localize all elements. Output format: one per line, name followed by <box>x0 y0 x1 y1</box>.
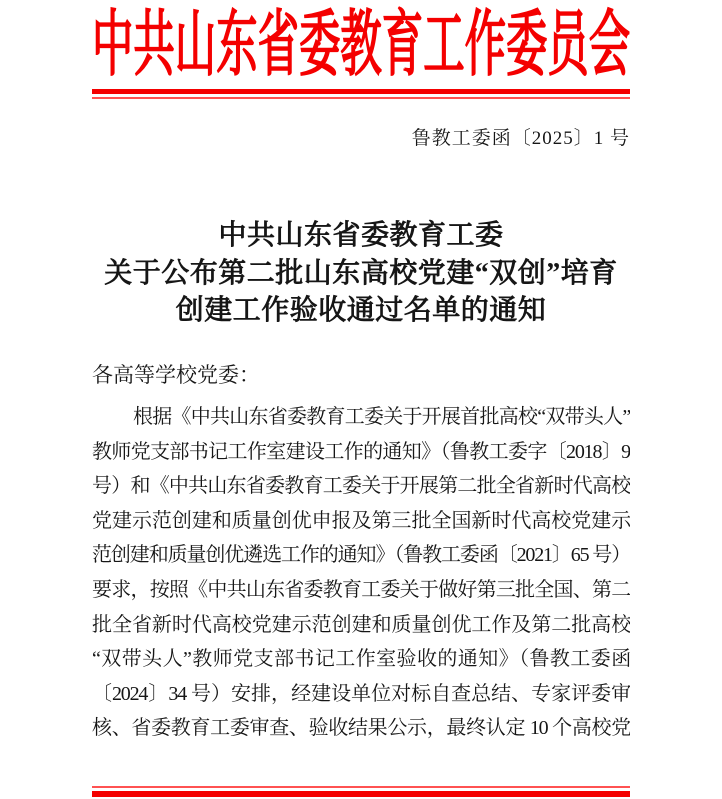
body-line: 批全省新时代高校党建示范创建和质量创优工作及第二批高校 <box>92 613 630 636</box>
notice-title <box>0 217 722 330</box>
body-line: 号）和《中共山东省委教育工委关于开展第二批全省新时代高校 <box>92 475 630 498</box>
salutation: 各高等学校党委： <box>92 363 260 387</box>
notice-title-line-2: 关于公布第二批山东高校党建“双创”培育 <box>104 257 618 289</box>
header-separator-thin <box>92 97 630 99</box>
body-line: 党建示范创建和质量创优申报及第三批全国新时代高校党建示 <box>92 509 630 532</box>
footer-separator-thick <box>92 791 630 797</box>
header-separator-thick <box>92 89 630 94</box>
letterhead <box>92 2 630 88</box>
footer-separator-thin <box>92 786 630 788</box>
body-line: 〔2024〕34 号）安排，经建设单位对标自查总结、专家评委审 <box>92 682 630 705</box>
body-line: 核、省委教育工委审查、验收结果公示，最终认定 10 个高校党 <box>92 717 630 740</box>
document-number: 鲁教工委函〔2025〕1 号 <box>411 128 630 149</box>
notice-title-line-1: 中共山东省委教育工委 <box>218 220 504 251</box>
body-line: 范创建和质量创优遴选工作的通知》（鲁教工委函〔2021〕65 号） <box>92 544 630 567</box>
body-line: 根据《中共山东省委教育工委关于开展首批高校“双带头人” <box>133 406 630 428</box>
body-line: 教师党支部书记工作室建设工作的通知》（鲁教工委字〔2018〕9 <box>92 440 630 463</box>
body-line: 要求，按照《中共山东省委教育工委关于做好第三批全国、第二 <box>92 578 630 601</box>
body-paragraph <box>92 400 630 746</box>
letterhead-org-name: 中共山东省委教育工作委员会 <box>92 5 631 85</box>
body-line: “双带头人”教师党支部书记工作室验收的通知》（鲁教工委函 <box>92 648 630 671</box>
notice-title-line-3: 创建工作验收通过名单的通知 <box>175 295 547 326</box>
